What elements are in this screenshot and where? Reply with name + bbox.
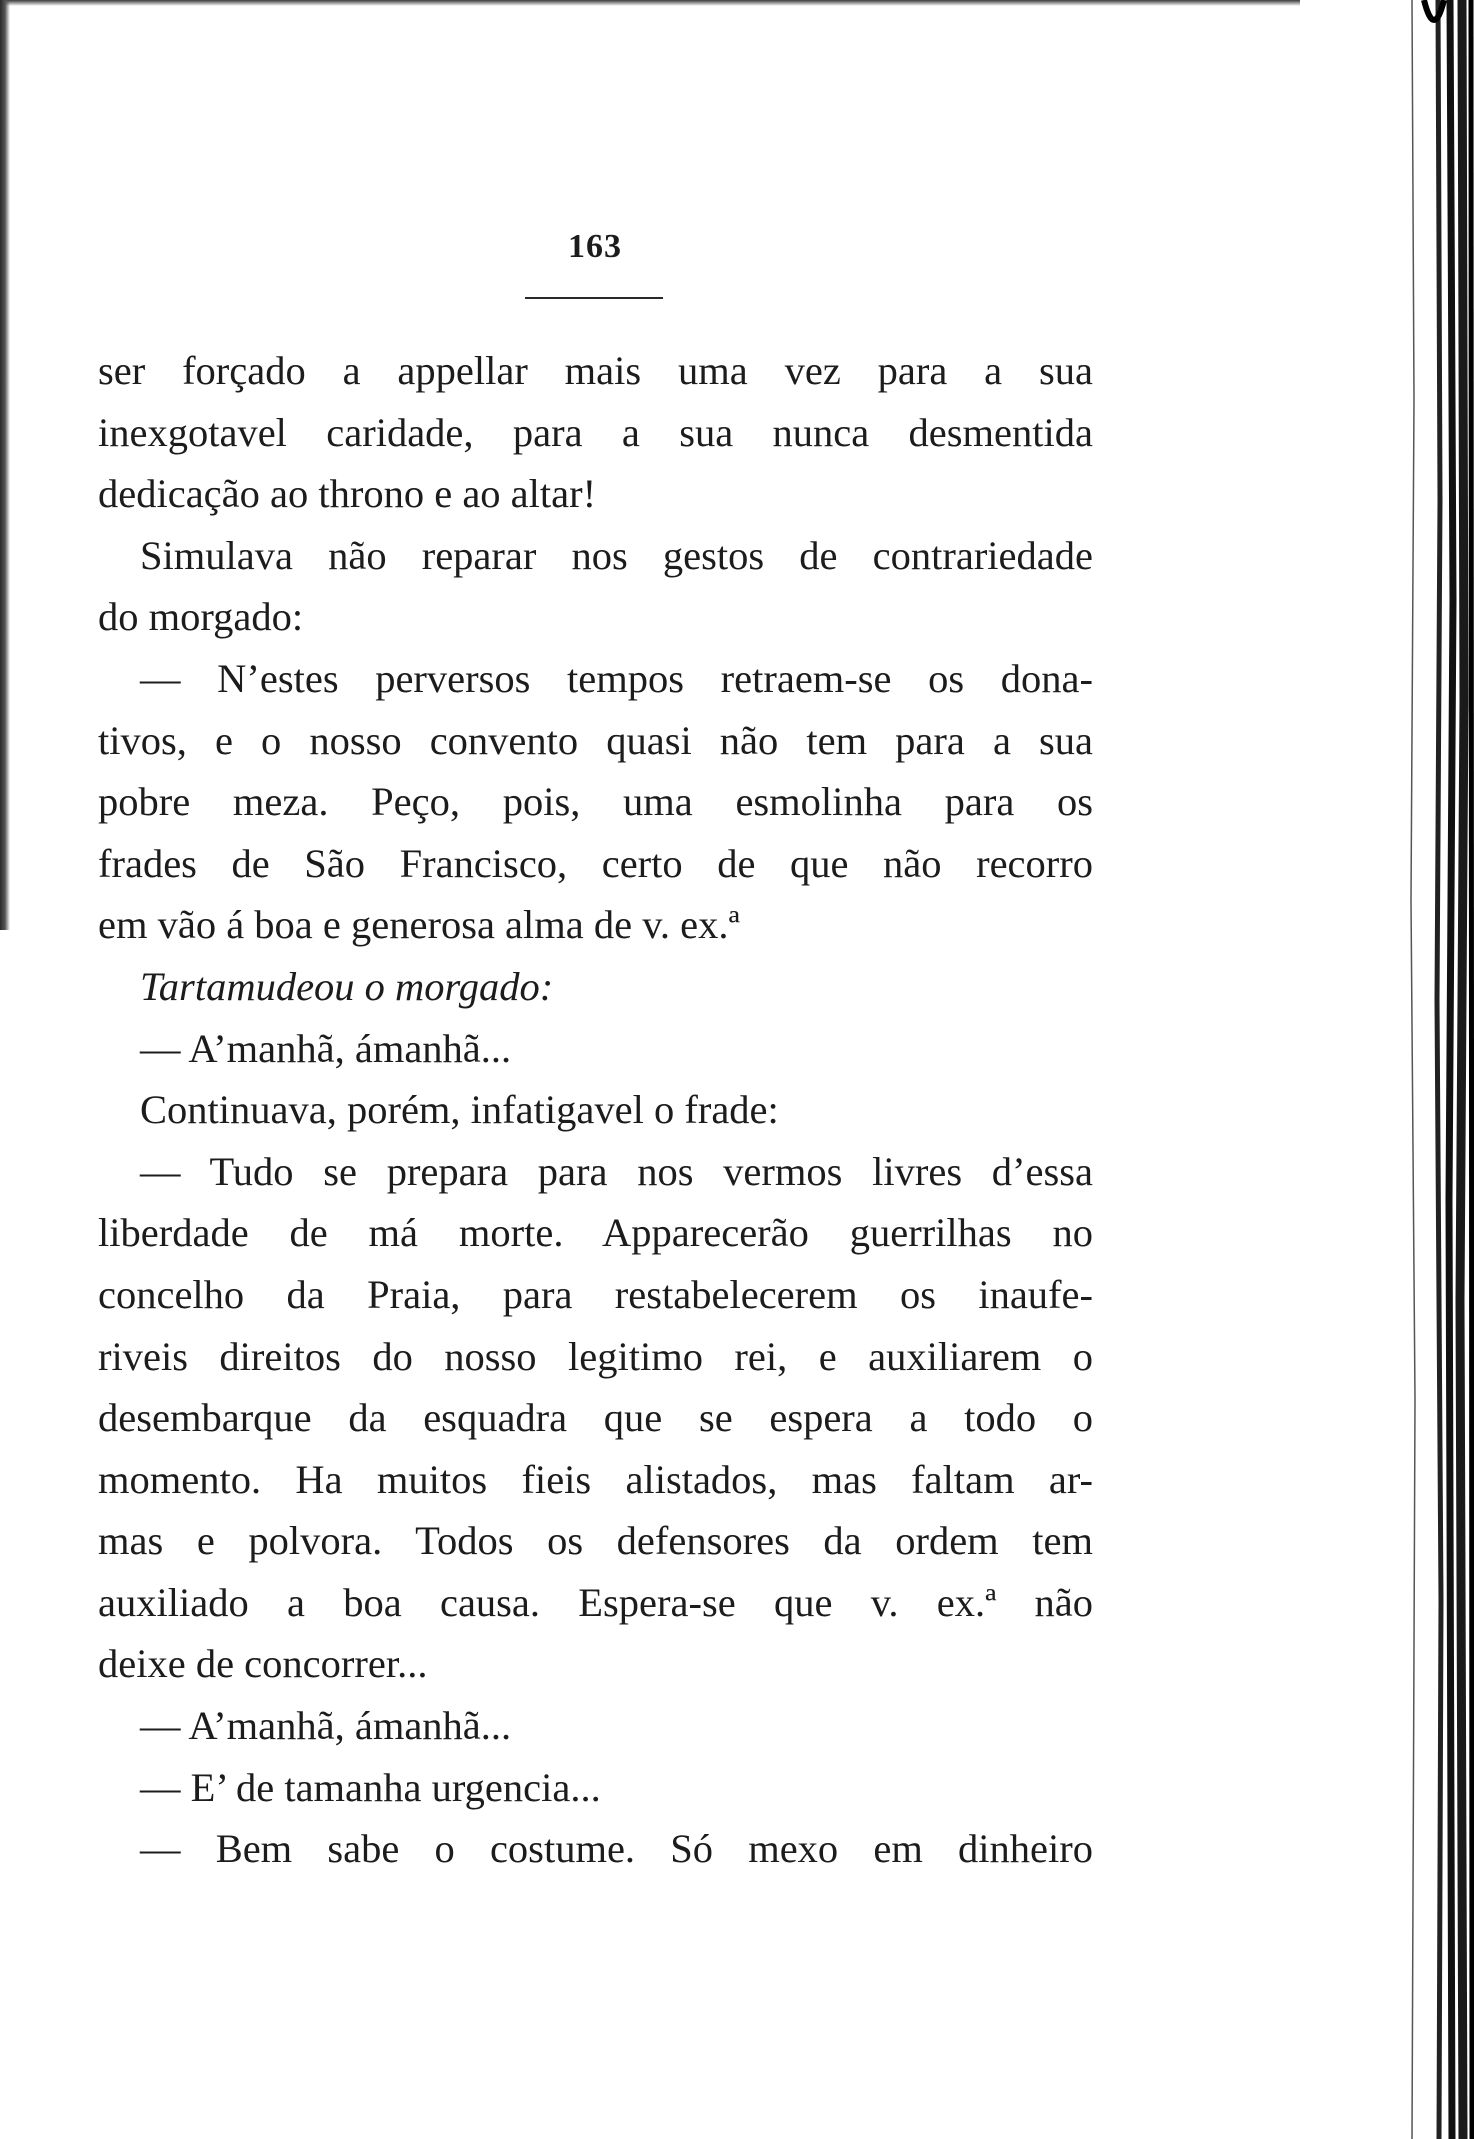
- scan-top-edge: [0, 0, 1300, 6]
- text-line: — E’ de tamanha urgencia...: [140, 1764, 601, 1810]
- text-line: em vão á boa e generosa alma de v. ex.ª: [98, 902, 740, 948]
- text-line: desembarque da esquadra que se espera a todo o: [98, 1395, 1093, 1441]
- text-line: do morgado:: [98, 594, 304, 640]
- scan-left-edge: [0, 0, 10, 930]
- text-line: dedicação ao throno e ao altar!: [98, 471, 597, 517]
- page-number: 163: [568, 228, 622, 265]
- text-line: tivos, e o nosso convento quasi não tem para a sua: [98, 717, 1093, 763]
- text-line: Continuava, porém, infatigavel o frade:: [140, 1087, 779, 1133]
- book-binding-edge: [1354, 0, 1474, 2139]
- text-line: Simulava não reparar nos gestos de contrariedade: [140, 532, 1093, 578]
- text-line: ser forçado a appellar mais uma vez para a sua: [98, 348, 1093, 393]
- body-text: [98, 340, 1093, 1880]
- text-line: — A’manhã, ámanhã...: [140, 1025, 512, 1071]
- text-line: Tartamudeou o morgado:: [140, 963, 554, 1009]
- text-line: liberdade de má morte. Apparecerão guerrilhas no: [98, 1210, 1093, 1256]
- text-line: concelho da Praia, para restabelecerem os inaufe-: [98, 1271, 1093, 1317]
- text-line: mas e polvora. Todos os defensores da ordem tem: [98, 1518, 1093, 1564]
- text-line: — Bem sabe o costume. Só mexo em dinheiro: [140, 1826, 1093, 1872]
- text-line: pobre meza. Peço, pois, uma esmolinha para os: [98, 779, 1093, 825]
- text-line: — N’estes perversos tempos retraem-se os dona-: [140, 655, 1093, 701]
- text-line: — Tudo se prepara para nos vermos livres d’essa: [140, 1148, 1093, 1194]
- text-line: riveis direitos do nosso legitimo rei, e auxiliarem o: [98, 1333, 1093, 1379]
- text-line: deixe de concorrer...: [98, 1641, 428, 1687]
- text-line: inexgotavel caridade, para a sua nunca desmentida: [98, 409, 1093, 455]
- text-line: frades de São Francisco, certo de que não recorro: [98, 840, 1093, 886]
- text-line: momento. Ha muitos fieis alistados, mas faltam ar-: [98, 1456, 1093, 1502]
- text-line: auxiliado a boa causa. Espera-se que v. ex.ª não: [98, 1579, 1093, 1625]
- text-line: — A’manhã, ámanhã...: [140, 1703, 512, 1749]
- header-rule: [525, 297, 663, 299]
